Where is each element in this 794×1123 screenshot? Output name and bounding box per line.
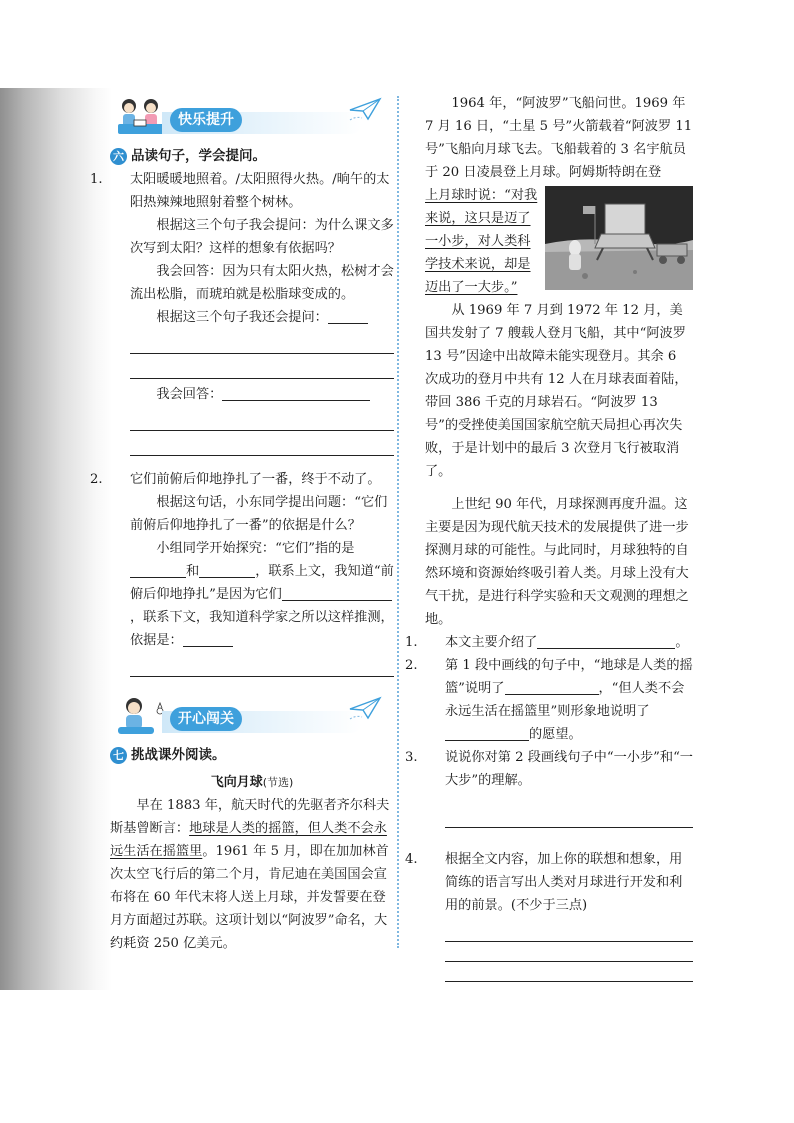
q2-text [90, 468, 394, 491]
reading-q4-line[interactable] [445, 917, 693, 942]
reading-q3-text: 说说你对第 2 段画线句子中“一小步”和“一大步”的理解。 [445, 750, 693, 788]
q2-explore-d: ，联系下文，我知道科学家之所以这样推测，依据是： [130, 610, 394, 648]
article-p1-underlined: 地球是人类的摇篮，但人类不会永远生活在摇篮里 [110, 821, 387, 859]
section-7-badge: 七 [110, 747, 127, 764]
article-title [110, 771, 394, 794]
reading-q2-blank-2[interactable] [445, 725, 529, 741]
reading-q1 [405, 631, 693, 654]
reading-q1-number: 1. [405, 635, 418, 650]
q2-sentence: 它们前俯后仰地挣扎了一番，终于不动了。 [130, 472, 381, 487]
child-playing-icon [114, 695, 168, 737]
q1-number: 1. [90, 172, 103, 187]
q2-blank-2[interactable] [199, 562, 255, 578]
children-reading-icon [114, 96, 168, 138]
reading-q4-number: 4. [405, 852, 418, 867]
section-7-heading [110, 743, 394, 767]
q2-explore [110, 537, 394, 652]
banner-label: 快乐提升 [170, 108, 242, 132]
q2-blank-1[interactable] [130, 562, 186, 578]
q1-question-blank[interactable] [328, 308, 368, 324]
q1-my-question [110, 306, 394, 329]
q1-my-question-label: 根据这三个句子我还会提问： [156, 310, 328, 325]
banner-happy-improve [110, 92, 394, 140]
reading-q4-text: 根据全文内容，加上你的联想和想象，用简练的语言写出人类对月球进行开发和利用的前景。(不少于三点) [445, 852, 683, 913]
reading-q3-number: 3. [405, 750, 418, 765]
reading-q1-end: 。 [675, 635, 689, 650]
quote-with-photo [425, 184, 693, 299]
left-column [90, 92, 394, 955]
reading-q2-blank-1[interactable] [505, 679, 599, 695]
article-paragraph-4: 上世纪 90 年代，月球探测再度升温。这主要是因为现代航天技术的发展提供了进一步探测月球的可能性。与此同时，月球独特的自然环境和资源始终吸引着人类。月球上没有大气干扰，是进行科学实验和天文观测的理想之地。 [425, 497, 689, 627]
reading-q2-text-c: 的愿望。 [529, 727, 582, 742]
section-6-badge: 六 [110, 148, 127, 165]
q1-question-line[interactable] [130, 329, 394, 354]
q1-my-answer [110, 383, 394, 406]
q2-answer-line[interactable] [130, 652, 394, 677]
q1-example-answer: 我会回答：因为只有太阳火热，松树才会流出松脂，而琥珀就是松脂球变成的。 [130, 264, 394, 302]
right-column [405, 92, 693, 982]
banner-happy-challenge [110, 691, 394, 739]
q2-blank-3[interactable] [282, 585, 392, 601]
reading-q2-text-b: ，“但人类不会永远生活在摇篮里”则形象地说明了 [445, 681, 685, 719]
reading-q3 [405, 746, 693, 792]
reading-q2-text-a: 第 1 段中画线的句子中，“地球是人类的摇篮”说明了 [445, 658, 693, 696]
reading-q4-line-3[interactable] [445, 962, 693, 982]
q1-answer-line[interactable] [130, 406, 394, 431]
paper-plane-icon [348, 96, 382, 122]
reading-q1-blank[interactable] [537, 633, 675, 649]
q2-explore-c: ，联系上文，我知道“前俯后仰地挣扎”是因为它们 [130, 564, 394, 602]
paper-plane-icon-2 [348, 695, 382, 721]
q1-text [90, 168, 394, 214]
article-p1-a: 早在 1883 年，航天时代的先驱者齐尔科夫斯基曾断言： [110, 798, 390, 836]
section-6-title: 品读句子，学会提问。 [131, 147, 266, 164]
article-paragraph-3: 从 1969 年 7 月到 1972 年 12 月，美国共发射了 7 艘载人登月飞船，其中“阿波罗 13 号”因途中出故障未能实现登月。其余 6 次成功的登月中共有 12 人在月球表面着陆，带回 386 千克的月球岩石。“阿波罗 13 号”的受挫使美国国家航空航天局担心再次失败，于是计划中的最后 3 次登月飞行被取消了。 [425, 303, 688, 479]
q2-explore-b: 和 [186, 564, 200, 579]
scan-edge-shadow [0, 88, 112, 990]
q1-my-answer-label: 我会回答： [156, 387, 223, 402]
reading-q2-number: 2. [405, 658, 418, 673]
column-divider [397, 96, 399, 948]
q2-number: 2. [90, 472, 103, 487]
q1-example-question: 根据这三个句子我会提问：为什么课文多次写到太阳？这样的想象有依据吗？ [130, 218, 394, 256]
q2-blank-4[interactable] [183, 631, 233, 647]
article-p2-underlined: 上月球时说：“对我来说，这只是迈了一小步，对人类科学技术来说，却是迈出了一大步。” [425, 188, 538, 295]
reading-q2 [405, 654, 693, 746]
section-6-heading [110, 144, 394, 168]
q1-answer-line-2[interactable] [130, 431, 394, 456]
article-title-note: (节选) [262, 776, 294, 789]
article-paragraph-2: 1964 年，“阿波罗”飞船问世。1969 年 7 月 16 日，“土星 5 号”火箭载着“阿波罗 11 号”飞船向月球飞去。飞船载着的 3 名宇航员于 20 日凌晨登上月球。阿姆斯特朗在登 [425, 96, 693, 180]
article-title-text: 飞向月球 [210, 775, 263, 790]
banner-label-2: 开心闯关 [170, 707, 242, 731]
article-paragraph-1 [110, 794, 394, 955]
q1-question-line-2[interactable] [130, 354, 394, 379]
reading-q1-text: 本文主要介绍了 [445, 635, 538, 650]
reading-q4 [405, 848, 693, 917]
q2-example-question: 根据这句话，小东同学提出问题：“它们前俯后仰地挣扎了一番”的依据是什么？ [130, 495, 388, 533]
q2-explore-a: 小组同学开始探究：“它们”指的是 [156, 541, 355, 556]
reading-q3-line[interactable] [445, 792, 693, 828]
reading-q4-line-2[interactable] [445, 942, 693, 962]
moon-landing-photo [545, 186, 693, 290]
q1-sentences: 太阳暖暖地照着。/太阳照得火热。/晌午的太阳热辣辣地照射着整个树林。 [130, 172, 390, 210]
article-p1-b: 。1961 年 5 月，即在加加林首次太空飞行后的第二个月，肯尼迪在美国国会宣布将在 60 年代末将人送上月球，并发誓要在登月方面超过苏联。这项计划以“阿波罗”命名，大约耗资 250 亿美元。 [110, 844, 389, 951]
q1-answer-blank[interactable] [222, 385, 370, 401]
section-7-title: 挑战课外阅读。 [131, 746, 226, 763]
